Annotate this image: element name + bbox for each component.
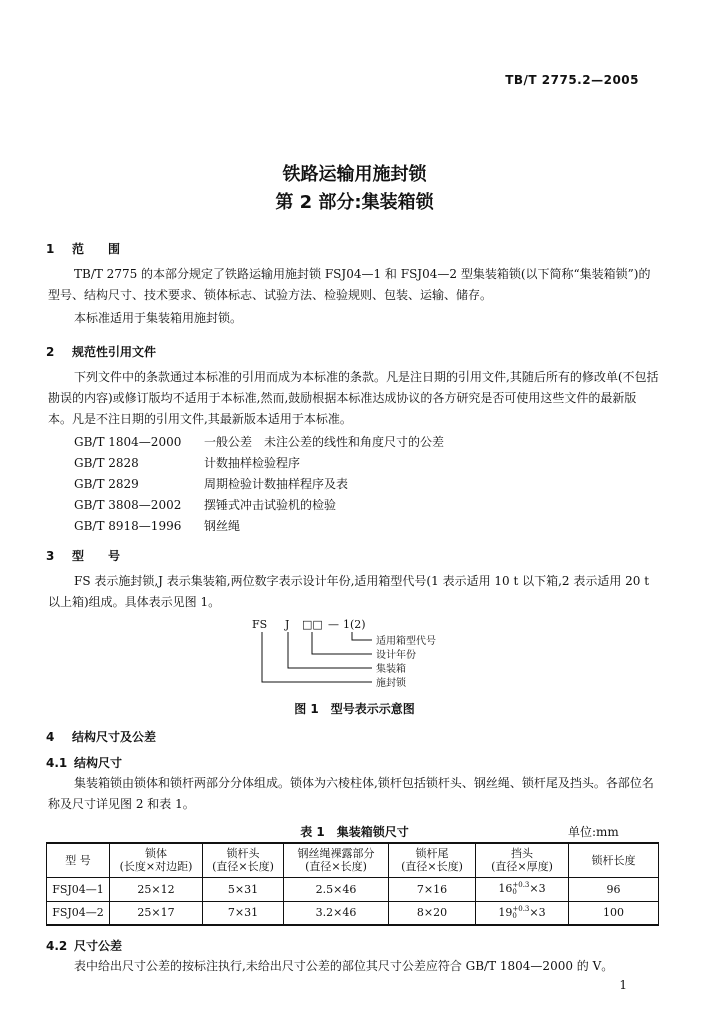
cell-stopper: 16 +0.3 0 ×3 [476,877,569,901]
leader-line-container [288,632,372,668]
table-row [47,877,659,901]
leader-line-year [312,632,372,654]
diagram-label-seal: 施封锁 [376,678,406,689]
cell-model: FSJ04—2 [47,901,110,925]
reference-code: GB/T 3808—2002 [74,498,182,512]
section-4-2-paragraph: 表中给出尺寸公差的按标注执行,未给出尺寸公差的部位其尺寸公差应符合 GB/T 1804—2000 的 V。 [74,959,614,973]
diagram-code-year: □□ [302,618,323,631]
section-2-paragraph: 下列文件中的条款通过本标准的引用而成为本标准的条款。凡是注日期的引用文件,其随后所有的修改单(不包括勘误的内容)或修订版均不适用于本标准,然而,鼓励根据本标准达成协议的各方研究是否可使用这些文件的最新版本。凡是不注日期的引用文件,其最新版本适用于本标准。 [48,370,659,426]
reference-code: GB/T 2829 [74,477,139,491]
cell-tail: 8×20 [389,901,476,925]
cell-tail: 7×16 [389,877,476,901]
cell-length: 100 [569,901,659,925]
header-rod-head: 锁杆头 (直径×长度) [203,843,284,877]
header-model: 型 号 [47,843,110,877]
figure-1-caption: 图 1 型号表示示意图 [294,702,415,716]
cell-wire: 2.5×46 [284,877,389,901]
reference-item [74,433,444,450]
diagram-label-type: 适用箱型代号 [376,636,436,647]
section-title: 尺寸公差 [74,939,123,953]
section-title: 结构尺寸及公差 [72,730,157,744]
section-number: 3 [46,549,55,563]
diagram-code-dash: — [328,618,339,631]
diagram-code-fs: FS [252,618,268,631]
cell-model: FSJ04—1 [47,877,110,901]
document-title: 铁路运输用施封锁 [282,164,427,185]
section-number: 4.2 [46,939,68,953]
section-number: 2 [46,345,55,359]
section-4-2-heading [46,937,122,954]
section-1-scope-paragraph: 本标准适用于集装箱用施封锁。 [74,311,243,325]
header-rod-length: 锁杆长度 [569,843,659,877]
cell-stopper: 19 +0.3 0 ×3 [476,901,569,925]
section-number: 1 [46,242,55,256]
header-body: 锁体 (长度×对边距) [110,843,203,877]
section-2-heading [46,343,156,360]
table-header-row [47,843,659,877]
standard-number: TB/T 2775.2—2005 [505,73,639,87]
cell-body: 25×12 [110,877,203,901]
diagram-code-j: J [285,618,290,631]
section-title: 规范性引用文件 [72,345,157,359]
section-title: 结构尺寸 [74,756,123,770]
reference-item [74,454,300,471]
model-code-diagram [240,616,500,694]
reference-title: 钢丝绳 [204,519,241,533]
section-title: 范 围 [72,242,121,256]
table-1-caption: 表 1 集装箱锁尺寸 [300,825,409,839]
leader-line-type [352,632,372,640]
section-4-1-paragraph: 集装箱锁由锁体和锁杆两部分分体组成。锁体为六棱柱体,锁杆包括锁杆头、钢丝绳、锁杆尾及挡头。各部位名称及尺寸详见图 2 和表 1。 [48,776,654,811]
header-rod-tail: 锁杆尾 (直径×长度) [389,843,476,877]
section-4-heading [46,728,156,745]
reference-title: 周期检验计数抽样程序及表 [204,477,349,491]
section-number: 4 [46,730,55,744]
reference-item [74,496,336,513]
reference-title: 摆锤式冲击试验机的检验 [204,498,337,512]
section-title: 型 号 [72,549,121,563]
reference-title: 一般公差 未注公差的线性和角度尺寸的公差 [204,435,445,449]
table-row [47,901,659,925]
dimension-table [46,842,659,926]
cell-wire: 3.2×46 [284,901,389,925]
reference-code: GB/T 8918—1996 [74,519,182,533]
reference-item [74,517,240,534]
section-number: 4.1 [46,756,68,770]
table-unit: 单位:mm [568,825,619,839]
diagram-code-type: 1(2) [343,618,366,631]
cell-body: 25×17 [110,901,203,925]
reference-title: 计数抽样检验程序 [204,456,301,470]
header-stopper: 挡头 (直径×厚度) [476,843,569,877]
reference-code: GB/T 1804—2000 [74,435,182,449]
section-1-heading [46,240,120,257]
diagram-label-year: 设计年份 [376,650,416,661]
reference-code: GB/T 2828 [74,456,139,470]
page-number: 1 [619,978,627,992]
document-subtitle: 第 2 部分:集装箱锁 [275,192,434,213]
section-3-heading [46,547,120,564]
reference-item [74,475,348,492]
cell-head: 5×31 [203,877,284,901]
section-3-paragraph: FS 表示施封锁,J 表示集装箱,两位数字表示设计年份,适用箱型代号(1 表示适用 10 t 以下箱,2 表示适用 20 t 以上箱)组成。具体表示见图 1。 [48,574,650,609]
section-4-1-heading [46,754,122,771]
diagram-label-container: 集装箱 [376,664,406,675]
header-wire: 钢丝绳裸露部分 (直径×长度) [284,843,389,877]
cell-length: 96 [569,877,659,901]
section-1-paragraph: TB/T 2775 的本部分规定了铁路运输用施封锁 FSJ04—1 和 FSJ04—2 型集装箱锁(以下简称“集装箱锁”)的型号、结构尺寸、技术要求、锁体标志、试验方法、检验规则、包装、运输、储存。 [48,267,651,302]
cell-head: 7×31 [203,901,284,925]
